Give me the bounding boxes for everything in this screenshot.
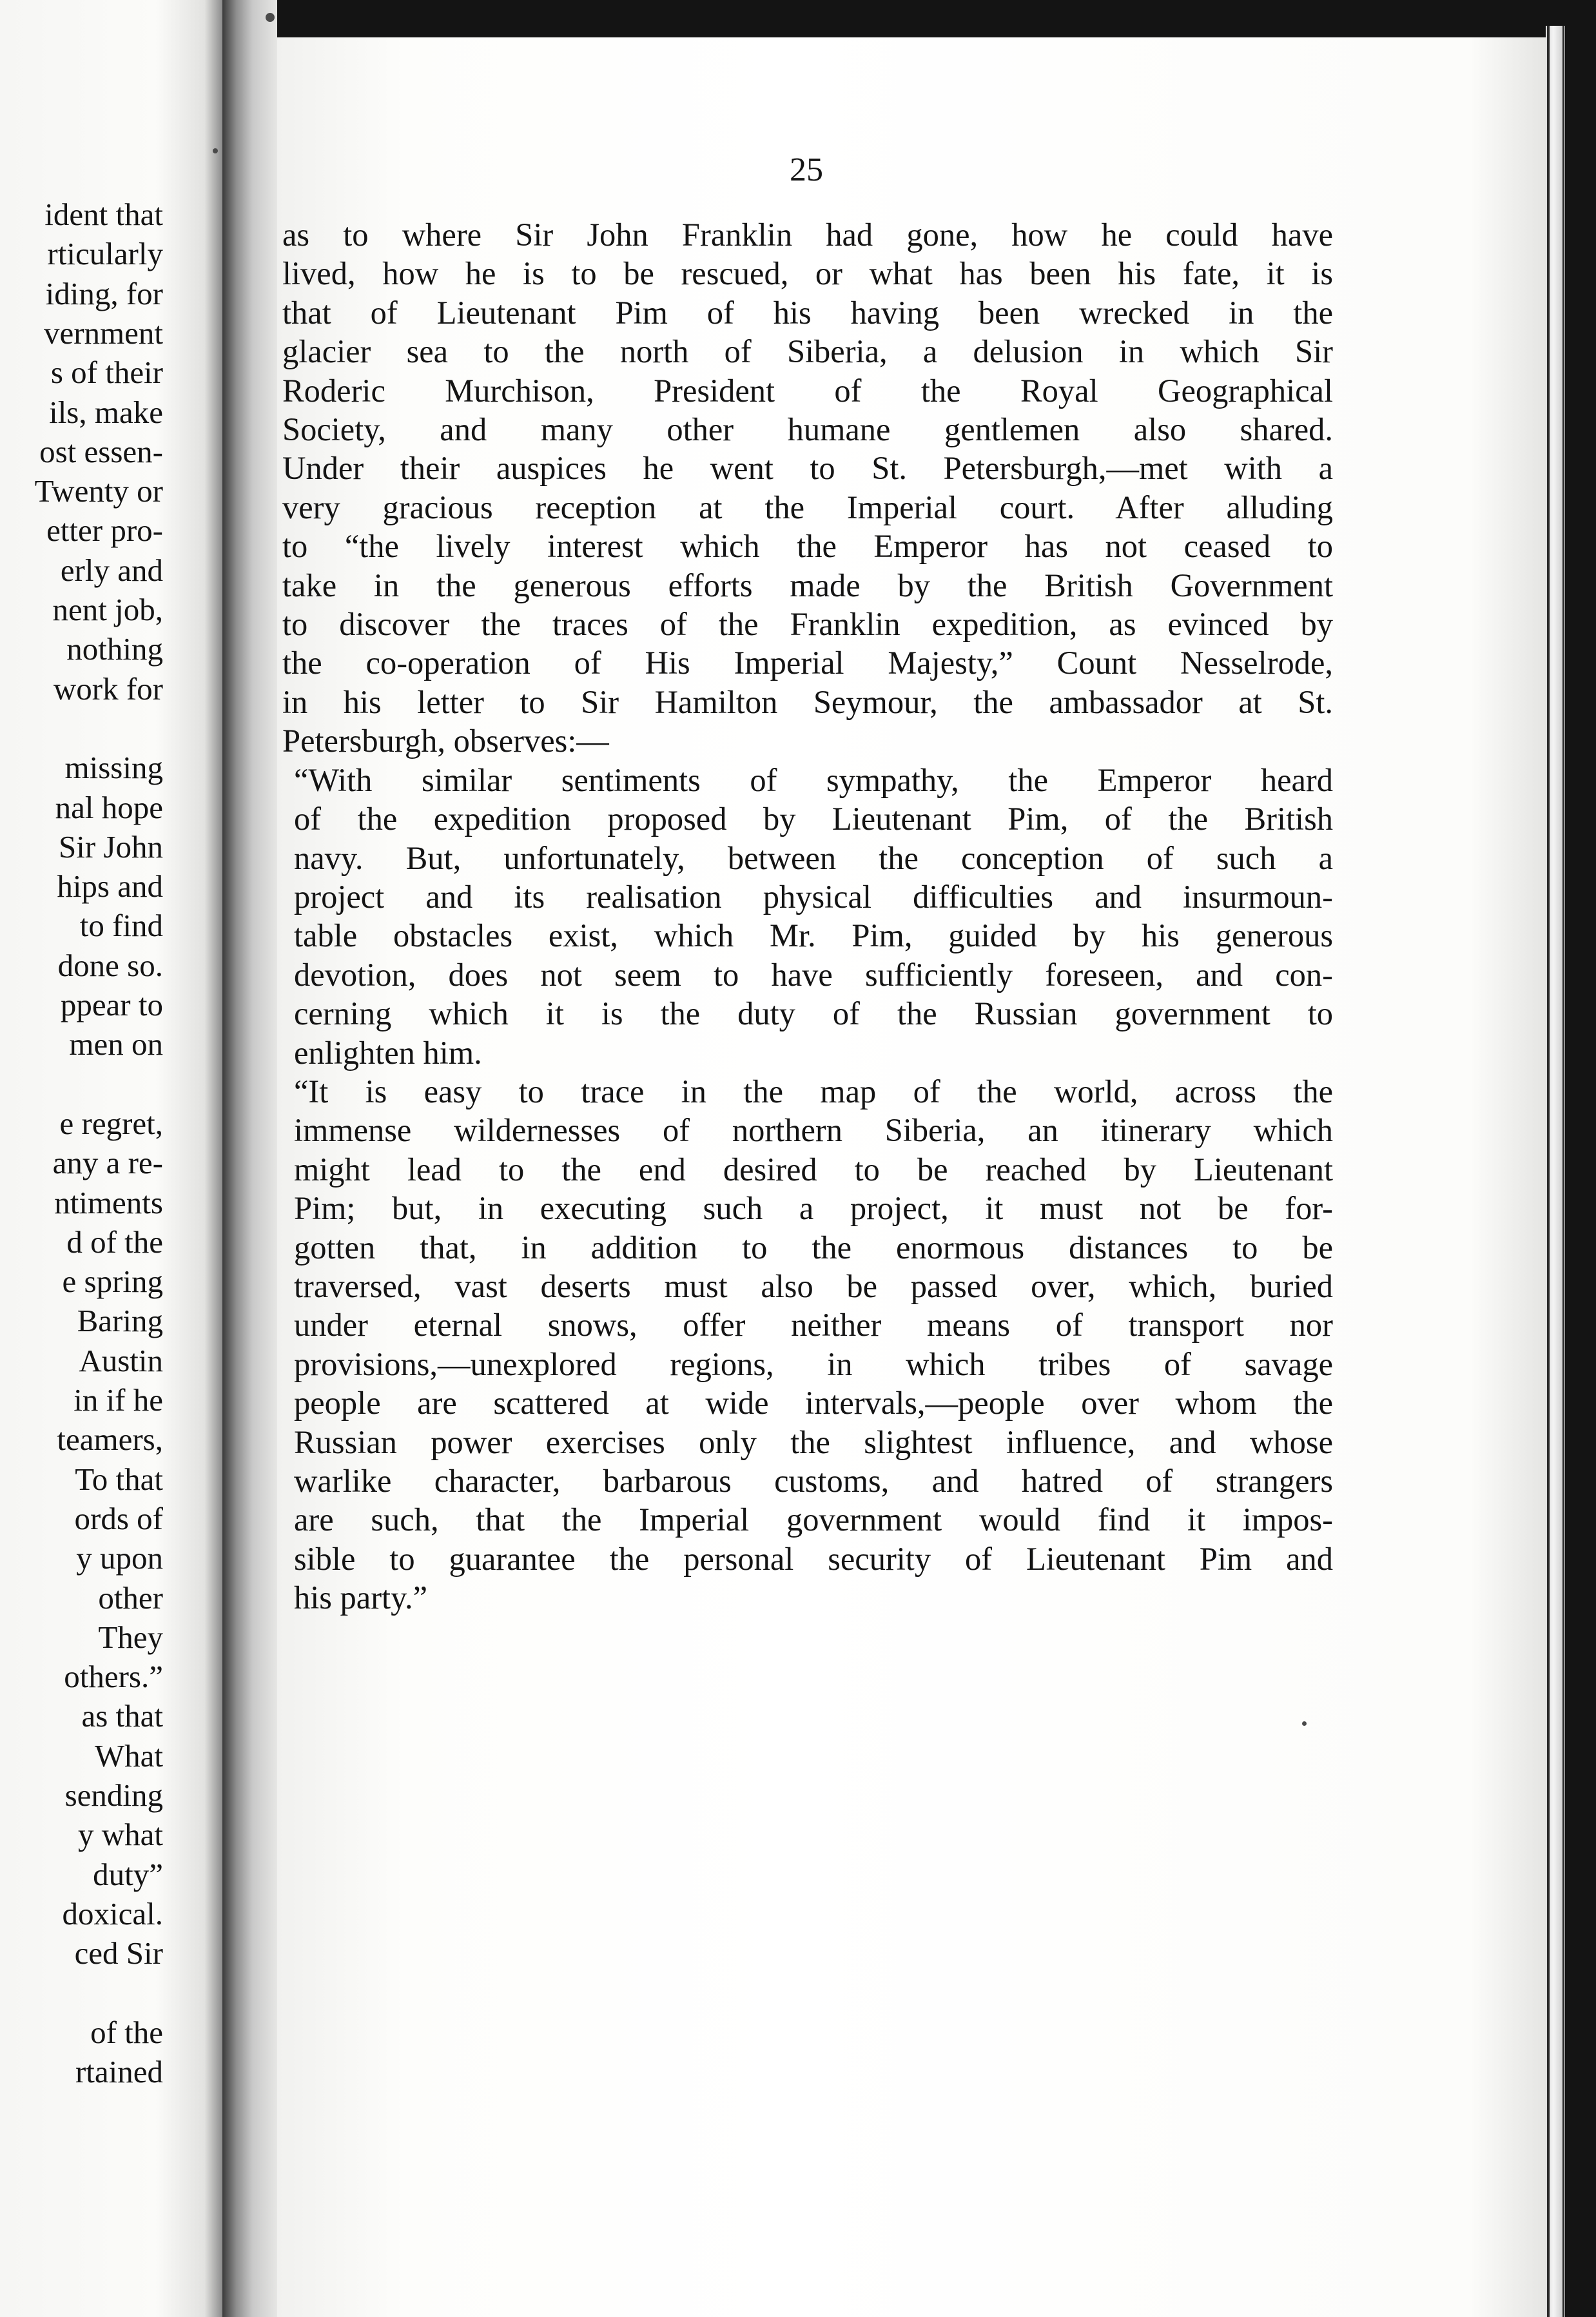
- text-line: to “the lively interest which the Emperor has not ceased to: [282, 528, 1333, 565]
- text-line: very gracious reception at the Imperial court. After alluding: [282, 489, 1333, 525]
- left-page-fragment: other: [98, 1579, 163, 1616]
- text-line: lived, how he is to be rescued, or what has been his fate, it is: [282, 255, 1333, 292]
- scan-speck: [266, 13, 275, 22]
- left-page-fragment: d of the: [66, 1224, 163, 1260]
- page-edge-line: [1547, 26, 1550, 2317]
- text-line: sible to guarantee the personal security of Lieutenant Pim and: [294, 1540, 1333, 1577]
- left-page-fragment: ords of: [74, 1500, 163, 1536]
- left-page-fragment: sending: [64, 1777, 163, 1813]
- text-line: traversed, vast deserts must also be passed over, which, buried: [294, 1267, 1333, 1304]
- left-page-fragment: doxical.: [62, 1895, 163, 1931]
- text-line: devotion, does not seem to have sufficiently foreseen, and con-: [294, 956, 1333, 993]
- left-page-fragment: y what: [78, 1817, 163, 1853]
- left-page-fragment: nent job,: [52, 592, 163, 627]
- text-line: in his letter to Sir Hamilton Seymour, the ambassador at St.: [282, 683, 1333, 720]
- paragraph: [282, 215, 1333, 761]
- text-line: to discover the traces of the Franklin expedition, as evinced by: [282, 606, 1333, 643]
- left-page-fragment: They: [98, 1619, 163, 1655]
- left-page-fragment: teamers,: [57, 1422, 163, 1458]
- left-page-fragment: e regret,: [59, 1105, 163, 1141]
- text-line: cerning which it is the duty of the Russian government to: [294, 995, 1333, 1032]
- body-text: [282, 215, 1333, 1618]
- text-line: project and its realisation physical difficulties and insurmoun-: [294, 878, 1333, 915]
- left-page-fragment: to find: [79, 908, 163, 944]
- left-page-fragment: missing: [64, 750, 163, 786]
- left-page-fragment: rtained: [75, 2054, 163, 2090]
- text-line: “It is easy to trace in the map of the world, across the: [294, 1073, 1333, 1110]
- left-page-fragment: ntiments: [54, 1184, 163, 1220]
- left-page-fragment: Baring: [77, 1303, 163, 1339]
- left-page-fragment: vernment: [43, 315, 163, 351]
- left-page-fragment: iding, for: [45, 275, 163, 311]
- left-page-fragment: work for: [53, 670, 163, 707]
- text-line: glacier sea to the north of Siberia, a delusion in which Sir: [282, 333, 1333, 370]
- left-page-fragment: rticularly: [47, 236, 163, 272]
- text-line: Roderic Murchison, President of the Royal Geographical: [282, 372, 1333, 409]
- left-page-fragment: s of their: [50, 355, 163, 391]
- left-page-fragment: any a re-: [52, 1145, 163, 1181]
- text-line: Society, and many other humane gentlemen also shared.: [282, 411, 1333, 448]
- text-line: gotten that, in addition to the enormous distances to be: [294, 1229, 1333, 1266]
- left-page-fragment: Twenty or: [34, 473, 163, 509]
- text-line: as to where Sir John Franklin had gone, how he could have: [282, 217, 1333, 253]
- left-page-fragment: others.”: [64, 1659, 163, 1695]
- scan-speck: [213, 148, 218, 153]
- left-page-fragment: ost essen-: [39, 433, 163, 469]
- book-gutter: [222, 0, 277, 2317]
- left-page-fragment: ppear to: [60, 987, 163, 1022]
- left-page-fragment: as that: [81, 1698, 163, 1734]
- page-number: 25: [790, 152, 823, 188]
- left-page-fragment: ident that: [44, 197, 163, 232]
- left-page-fragment: etter pro-: [46, 513, 163, 549]
- left-page-fragment: Sir John: [58, 828, 163, 865]
- text-line: enlighten him.: [294, 1034, 482, 1071]
- left-page-fragment: Austin: [79, 1342, 163, 1378]
- left-page-fragment: nal hope: [55, 789, 163, 825]
- left-page-fragment: nothing: [66, 631, 163, 667]
- left-page-fragment: ced Sir: [74, 1935, 163, 1971]
- text-line: navy. But, unfortunately, between the conception of such a: [294, 839, 1333, 876]
- left-page-fragment: duty”: [93, 1856, 163, 1892]
- text-line: of the expedition proposed by Lieutenant Pim, of the British: [294, 801, 1333, 837]
- text-line: under eternal snows, offer neither means of transport nor: [294, 1307, 1333, 1344]
- left-page-fragment: done so.: [57, 947, 163, 983]
- text-line: immense wildernesses of northern Siberia, an itinerary which: [294, 1112, 1333, 1149]
- text-line: that of Lieutenant Pim of his having been wrecked in the: [282, 294, 1333, 331]
- text-line: table obstacles exist, which Mr. Pim, guided by his generous: [294, 917, 1333, 954]
- text-line: provisions,—unexplored regions, in which tribes of savage: [294, 1345, 1333, 1382]
- left-page-fragment: y upon: [76, 1540, 163, 1576]
- left-page-fragment: hips and: [57, 868, 163, 904]
- left-page-fragment: e spring: [62, 1264, 163, 1300]
- text-line: Pim; but, in executing such a project, it must not be for-: [294, 1190, 1333, 1227]
- text-line: are such, that the Imperial government would find it impos-: [294, 1501, 1333, 1538]
- left-page-fragment: erly and: [60, 552, 163, 588]
- left-page-fragment: What: [94, 1737, 163, 1774]
- text-line: his party.”: [294, 1579, 428, 1616]
- text-line: “With similar sentiments of sympathy, the Emperor heard: [294, 761, 1333, 798]
- text-line: Russian power exercises only the slightest influence, and whose: [294, 1423, 1333, 1460]
- text-line: Under their auspices he went to St. Petersburgh,—met with a: [282, 450, 1333, 487]
- text-line: might lead to the end desired to be reached by Lieutenant: [294, 1151, 1333, 1188]
- text-line: Petersburgh, observes:—: [282, 723, 609, 759]
- paragraph: [282, 761, 1333, 1072]
- left-page-fragment: in if he: [73, 1382, 163, 1418]
- text-line: warlike character, barbarous customs, and hatred of strangers: [294, 1463, 1333, 1499]
- left-page-fragment: men on: [69, 1026, 163, 1062]
- text-line: people are scattered at wide intervals,—people over whom the: [294, 1385, 1333, 1422]
- left-page-fragment: To that: [75, 1461, 163, 1497]
- paragraph: [282, 1072, 1333, 1618]
- left-page-fragment: ils, make: [49, 394, 163, 430]
- scan-speck: [1302, 1721, 1307, 1726]
- left-page: [0, 0, 222, 2317]
- page-edge-line: [1562, 26, 1564, 2317]
- text-line: take in the generous efforts made by the British Government: [282, 567, 1333, 603]
- text-line: the co-operation of His Imperial Majesty,” Count Nesselrode,: [282, 645, 1333, 681]
- left-page-fragment: of the: [90, 2014, 163, 2050]
